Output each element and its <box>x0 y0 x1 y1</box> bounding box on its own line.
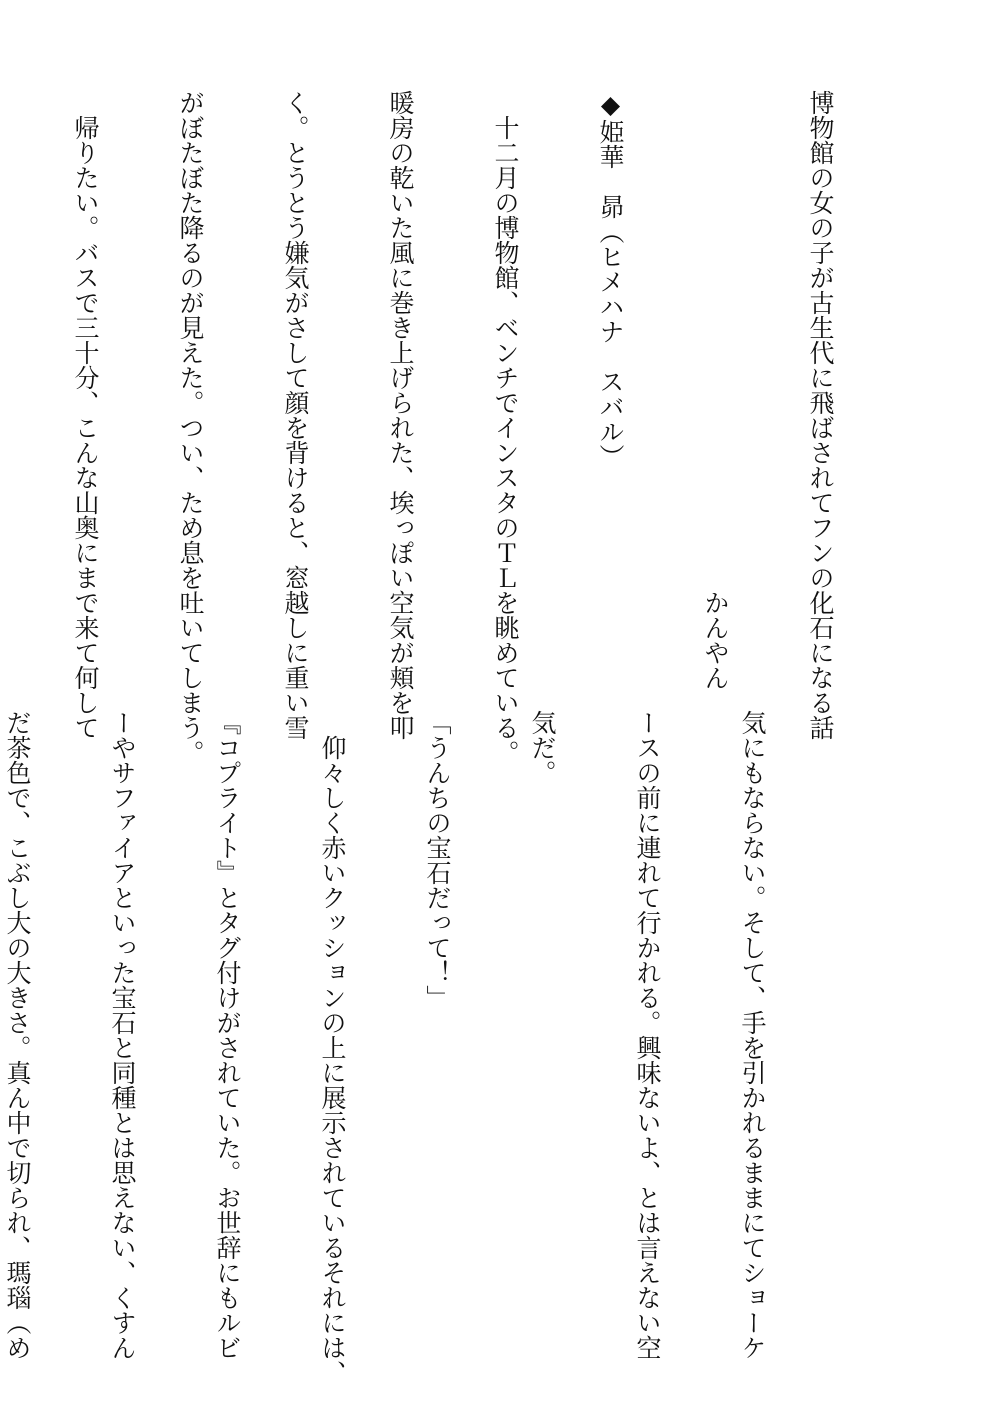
story-title: 博物館の女の子が古生代に飛ばされてフンの化石になる話 <box>806 90 835 740</box>
text-line: 気だ。 <box>528 710 557 785</box>
text-line: 『コプライト』とタグ付けがされていた。お世辞にもルビ <box>213 710 242 1360</box>
text-line: がぼたぼた降るのが見えた。つい、ため息を吐いてしまう。 <box>176 90 205 765</box>
lower-text-block <box>3 710 840 1385</box>
text-line: ーやサファイアといった宝石と同種とは思えない、くすん <box>108 710 137 1360</box>
text-line: だ茶色で、こぶし大の大きさ。真ん中で切られ、瑪瑙（め <box>3 710 32 1360</box>
section-heading: ◆姫華 昴（ヒメハナ スバル） <box>596 90 625 469</box>
text-line: 仰々しく赤いクッションの上に展示されているそれには、 <box>318 710 347 1385</box>
author-name: かんやん <box>701 590 730 690</box>
text-line: 「うんちの宝石だって！」 <box>423 710 452 1010</box>
text-line: 暖房の乾いた風に巻き上げられた、埃っぽい空気が頬を叩 <box>386 90 415 740</box>
text-line: 帰りたい。バスで三十分、こんな山奥にまで来て何して <box>71 90 100 740</box>
text-line: 気にもならない。そして、手を引かれるままにてショーケ <box>738 710 767 1360</box>
text-line: く。とうとう嫌気がさして顔を背けると、窓越しに重い雪 <box>281 90 310 740</box>
text-line: ースの前に連れて行かれる。興味ないよ、とは言えない空 <box>633 710 662 1360</box>
text-line: 十二月の博物館、ベンチでインスタのＴＬを眺めている。 <box>491 90 520 765</box>
